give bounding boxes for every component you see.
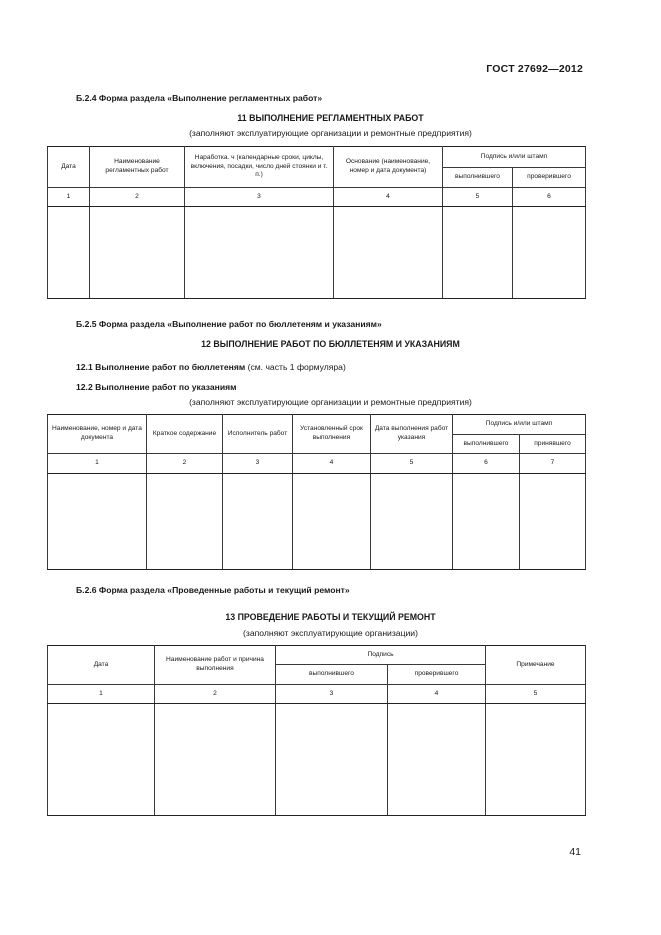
col-number: 6	[453, 454, 520, 474]
col-header-document: Наименование, номер и дата документа	[48, 415, 147, 454]
section-b25-heading: Б.2.5 Форма раздела «Выполнение работ по бюллетеням и указаниям»	[76, 319, 382, 329]
section-b26-title: 13 ПРОВЕДЕНИЕ РАБОТЫ И ТЕКУЩИЙ РЕМОНТ	[225, 612, 436, 622]
item-12-1	[76, 362, 346, 372]
col-header-date: Дата	[48, 646, 155, 685]
col-header-deadline: Установленный срок выполнения	[293, 415, 371, 454]
table-cell[interactable]	[388, 704, 486, 816]
table-cell[interactable]	[48, 704, 155, 816]
table-cell[interactable]	[276, 704, 388, 816]
col-header-basis: Основание (наименование, номер и дата документа)	[334, 147, 443, 188]
col-number: 2	[90, 188, 185, 207]
section-b24-title: 11 ВЫПОЛНЕНИЕ РЕГЛАМЕНТНЫХ РАБОТ	[237, 113, 424, 123]
col-number: 5	[371, 454, 453, 474]
section-b25-title: 12 ВЫПОЛНЕНИЕ РАБОТ ПО БЮЛЛЕТЕНЯМ И УКАЗАНИЯМ	[201, 339, 460, 349]
table-cell[interactable]	[185, 207, 334, 299]
col-header-executed: выполнившего	[276, 665, 388, 685]
section-b24-heading: Б.2.4 Форма раздела «Выполнение регламентных работ»	[76, 93, 323, 103]
page-number: 41	[569, 846, 581, 858]
table-instructions-works	[47, 414, 586, 570]
item-12-1-rest: (см. часть 1 формуляра)	[245, 362, 346, 372]
col-header-completion-date: Дата выполнения работ указания	[371, 415, 453, 454]
col-number: 4	[293, 454, 371, 474]
col-header-checked: проверившего	[513, 168, 586, 188]
table-regulation-works	[47, 146, 586, 299]
table-cell[interactable]	[371, 474, 453, 570]
item-12-1-bold: 12.1 Выполнение работ по бюллетеням	[76, 362, 246, 372]
table-cell[interactable]	[520, 474, 586, 570]
standard-number: ГОСТ 27692—2012	[486, 63, 583, 75]
col-number: 3	[185, 188, 334, 207]
col-header-executor: Исполнитель работ	[223, 415, 293, 454]
table-cell[interactable]	[155, 704, 276, 816]
col-header-work-name: Наименование регламентных работ	[90, 147, 185, 188]
col-header-work-reason: Наименование работ и причина выполнения	[155, 646, 276, 685]
section-b24-subtitle: (заполняют эксплуатирующие организации и ремонтные предприятия)	[189, 128, 472, 138]
col-header-note: Примечание	[486, 646, 586, 685]
table-cell[interactable]	[453, 474, 520, 570]
table-cell[interactable]	[48, 474, 147, 570]
col-header-executed: выполнившего	[443, 168, 513, 188]
item-12-2: 12.2 Выполнение работ по указаниям	[76, 382, 237, 392]
col-number: 1	[48, 685, 155, 704]
col-number: 5	[486, 685, 586, 704]
col-number: 5	[443, 188, 513, 207]
table-cell[interactable]	[293, 474, 371, 570]
col-header-date: Дата	[48, 147, 90, 188]
section-b26-subtitle: (заполняют эксплуатирующие организации)	[243, 628, 418, 638]
table-cell[interactable]	[513, 207, 586, 299]
col-header-signature: Подпись и/или штамп	[453, 415, 586, 435]
table-cell[interactable]	[90, 207, 185, 299]
col-number: 7	[520, 454, 586, 474]
table-cell[interactable]	[334, 207, 443, 299]
col-number: 2	[147, 454, 223, 474]
col-header-summary: Краткое содержание	[147, 415, 223, 454]
table-cell[interactable]	[48, 207, 90, 299]
col-number: 4	[388, 685, 486, 704]
table-cell[interactable]	[147, 474, 223, 570]
col-header-signature: Подпись	[276, 646, 486, 665]
col-header-accepted: принявшего	[520, 435, 586, 454]
col-number: 2	[155, 685, 276, 704]
table-cell[interactable]	[443, 207, 513, 299]
col-number: 3	[223, 454, 293, 474]
col-number: 6	[513, 188, 586, 207]
table-repairs	[47, 645, 586, 816]
col-number: 1	[48, 188, 90, 207]
col-header-executed: выполнившего	[453, 435, 520, 454]
table-cell[interactable]	[223, 474, 293, 570]
col-number: 3	[276, 685, 388, 704]
section-b25-subtitle: (заполняют эксплуатирующие организации и ремонтные предприятия)	[189, 397, 472, 407]
col-header-operating-time: Наработка. ч (календарные сроки, циклы, включения, посадки, число дней стоянки и т. п.)	[185, 147, 334, 188]
col-header-signature: Подпись и/или штамп	[443, 147, 586, 168]
col-number: 1	[48, 454, 147, 474]
col-number: 4	[334, 188, 443, 207]
section-b26-heading: Б.2.6 Форма раздела «Проведенные работы и текущий ремонт»	[76, 585, 350, 595]
col-header-checked: проверившего	[388, 665, 486, 685]
table-cell[interactable]	[486, 704, 586, 816]
